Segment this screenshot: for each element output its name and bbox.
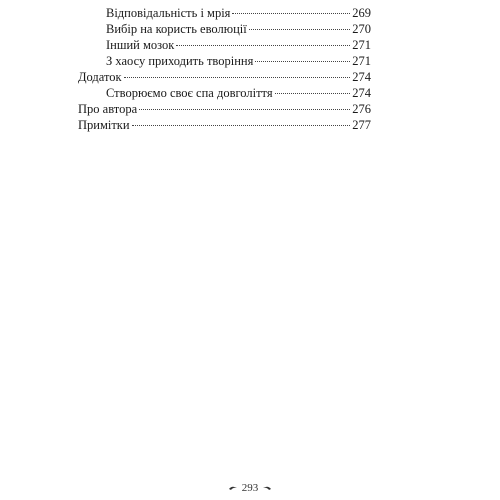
dot-leader bbox=[232, 1, 350, 14]
toc-entry bbox=[78, 116, 371, 133]
ornament-right-icon bbox=[262, 484, 272, 492]
toc-entry-title: Інший мозок bbox=[106, 38, 175, 52]
page-footer bbox=[0, 482, 500, 494]
dot-leader bbox=[275, 81, 351, 94]
page-number: 293 bbox=[241, 482, 259, 494]
toc-entry-title: Створюємо своє спа довголіття bbox=[106, 86, 273, 100]
toc-entry-page: 271 bbox=[352, 54, 371, 68]
dot-leader bbox=[139, 97, 350, 110]
toc-entry-page: 274 bbox=[352, 86, 371, 100]
toc-entry-title: Примітки bbox=[78, 118, 130, 132]
toc-entry-title: Додаток bbox=[78, 70, 122, 84]
toc-entry-page: 277 bbox=[352, 118, 371, 132]
toc-entry-title: Про автора bbox=[78, 102, 138, 116]
dot-leader bbox=[124, 65, 351, 78]
dot-leader bbox=[132, 113, 351, 126]
toc-entry-title: З хаосу приходить творіння bbox=[106, 54, 254, 68]
toc-entry-page: 269 bbox=[352, 6, 371, 20]
toc-entry-page: 276 bbox=[352, 102, 371, 116]
toc-entry-title: Відповідальність і мрія bbox=[106, 6, 231, 20]
toc-entry-title: Вибір на користь еволюції bbox=[106, 22, 247, 36]
dot-leader bbox=[255, 49, 350, 62]
dot-leader bbox=[176, 33, 350, 46]
toc-entry-page: 271 bbox=[352, 38, 371, 52]
dot-leader bbox=[249, 17, 351, 30]
toc-entry-page: 270 bbox=[352, 22, 371, 36]
ornament-left-icon bbox=[228, 484, 238, 492]
toc-entry-page: 274 bbox=[352, 70, 371, 84]
